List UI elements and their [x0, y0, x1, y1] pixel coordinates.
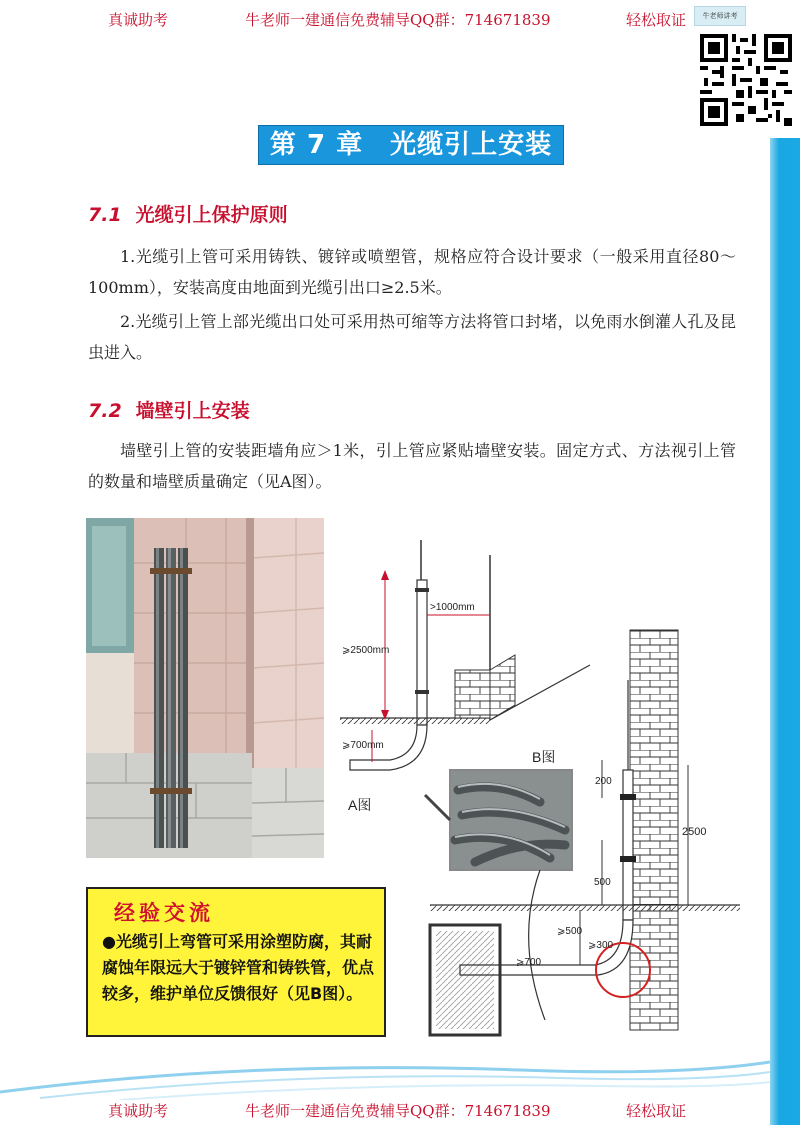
- installation-diagram: [340, 540, 740, 1040]
- section-number: 7.1: [88, 204, 122, 226]
- header-logo: 牛老师讲考: [694, 6, 746, 26]
- chapter-title: 第 7 章 光缆引上安装: [258, 125, 564, 165]
- side-decoration-bar: [770, 138, 800, 1125]
- paragraph-7-2-1: 墙壁引上管的安装距墙角应＞1米，引上管应紧贴墙壁安装。固定方式、方法视引上管的数量和墙壁质量确定（见A图）。: [88, 441, 736, 491]
- section-number: 7.2: [88, 400, 122, 422]
- header-center-text: 牛老师一建通信免费辅导QQ群：714671839: [245, 11, 551, 29]
- figure-b-label: B图: [532, 749, 556, 765]
- paragraph-7-1-1: 1.光缆引上管可采用铸铁、镀锌或喷塑管，规格应符合设计要求（一般采用直径80～100mm），安装高度由地面到光缆引出口≥2.5米。: [88, 247, 736, 297]
- dim-200-label: 200: [595, 776, 612, 787]
- riser-pipe-photo: [86, 518, 324, 858]
- dim-2500-label: 2500: [682, 826, 707, 838]
- section-heading-7-1: [88, 200, 288, 227]
- experience-body: ●光缆引上弯管可采用涂塑防腐，其耐腐蚀年限远大于镀锌管和铸铁管，优点较多，维护单位反馈很好（见B图）。: [102, 932, 375, 1003]
- footer-right-text: 轻松取证: [626, 1102, 687, 1120]
- qr-code-icon: [700, 34, 792, 126]
- header-left-text: 真诚助考: [108, 11, 169, 29]
- page-header: [0, 9, 800, 31]
- header-right-text: 轻松取证: [626, 11, 687, 29]
- dim-500-top-label: 500: [594, 877, 611, 888]
- dim-700-label: ⩾700: [516, 957, 542, 968]
- section-heading-7-2: [88, 396, 250, 423]
- footer-left-text: 真诚助考: [108, 1102, 169, 1120]
- section-title: 光缆引上保护原则: [135, 204, 288, 226]
- decorative-wave: [0, 1040, 770, 1100]
- dim-depth-label: ⩾700mm: [342, 740, 384, 751]
- dim-300-label: ⩾300: [588, 940, 614, 951]
- section-title: 墙壁引上安装: [135, 400, 250, 422]
- experience-box: [86, 887, 386, 1037]
- dim-height-label: ⩾2500mm: [342, 645, 390, 656]
- dim-500-label: ⩾500: [557, 926, 583, 937]
- dim-width-label: >1000mm: [430, 602, 475, 613]
- footer-center-text: 牛老师一建通信免费辅导QQ群：714671839: [245, 1102, 551, 1120]
- page-footer: [0, 1100, 800, 1122]
- figure-a-label: A图: [348, 797, 372, 813]
- experience-title: 经验交流: [114, 900, 214, 925]
- paragraph-7-1-2: 2.光缆引上管上部光缆出口处可采用热可缩等方法将管口封堵，以免雨水倒灌人孔及昆虫进入。: [88, 312, 736, 362]
